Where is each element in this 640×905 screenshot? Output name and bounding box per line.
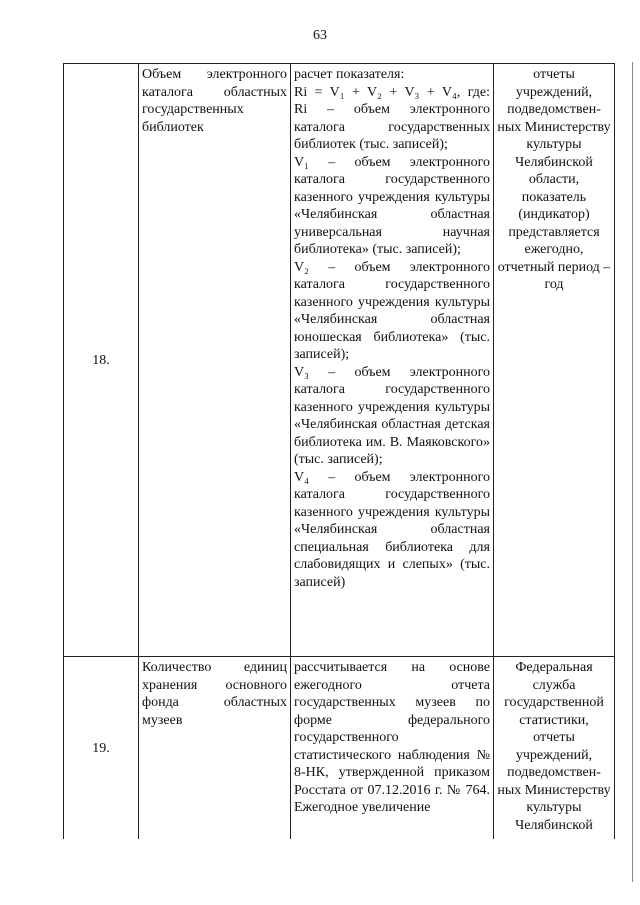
table-row bbox=[64, 64, 615, 657]
calculation-method bbox=[291, 64, 494, 657]
row-number: 19. bbox=[64, 657, 139, 840]
indicator-name: Объем электронного каталога областных государственных библиотек bbox=[139, 64, 291, 657]
calculation-method bbox=[291, 657, 494, 840]
table-row bbox=[64, 657, 615, 840]
calc-text: рассчитывается на основе ежегодного отчета государственных музеев по форме федерального государственного статистического наблюдения № 8-НК, утвержденной приказом Росстата от 07.12.2016 г. № 764. Ежегодное увеличение bbox=[294, 660, 490, 815]
data-source: отчеты учреждений, подведомствен-ных Министерству культуры Челябинской области, показатель (индикатор) представляется ежегодно, отчетный период – год bbox=[494, 64, 615, 657]
calc-formula: Ri = V₁ + V₂ + V₃ + V₄, где: bbox=[294, 84, 490, 100]
source-text: Федеральная служба государственной статистики, отчеты учреждений, подведомствен-ных Министерству культуры Челябинской bbox=[497, 660, 611, 833]
data-source bbox=[494, 657, 615, 840]
page-number: 63 bbox=[313, 28, 327, 43]
indicator-text: Количество единиц хранения основного фонда областных музеев bbox=[142, 660, 287, 728]
calc-item: V₁ – объем электронного каталога государственного казенного учреждения культуры «Челябинская областная универсальная научная библиотека» (тыс. записей); bbox=[294, 154, 490, 257]
row-number: 18. bbox=[64, 64, 139, 657]
indicators-table bbox=[63, 63, 615, 839]
calc-intro: расчет показателя: bbox=[294, 67, 405, 82]
scan-edge-line bbox=[632, 62, 633, 882]
calc-item: Ri – объем электронного каталога государственных библиотек (тыс. записей); bbox=[294, 102, 490, 152]
calc-item: V₃ – объем электронного каталога государственного казенного учреждения культуры «Челябинская областная детская библиотека им. В. Маяковского» (тыс. записей); bbox=[294, 364, 490, 467]
indicator-name bbox=[139, 657, 291, 840]
calc-item: V₂ – объем электронного каталога государственного казенного учреждения культуры «Челябинская областная юношеская библиотека» (тыс. записей); bbox=[294, 259, 490, 362]
calc-item: V₄ – объем электронного каталога государственного казенного учреждения культуры «Челябинская областная специальная библиотека для слабовидящих и слепых» (тыс. записей) bbox=[294, 469, 490, 590]
